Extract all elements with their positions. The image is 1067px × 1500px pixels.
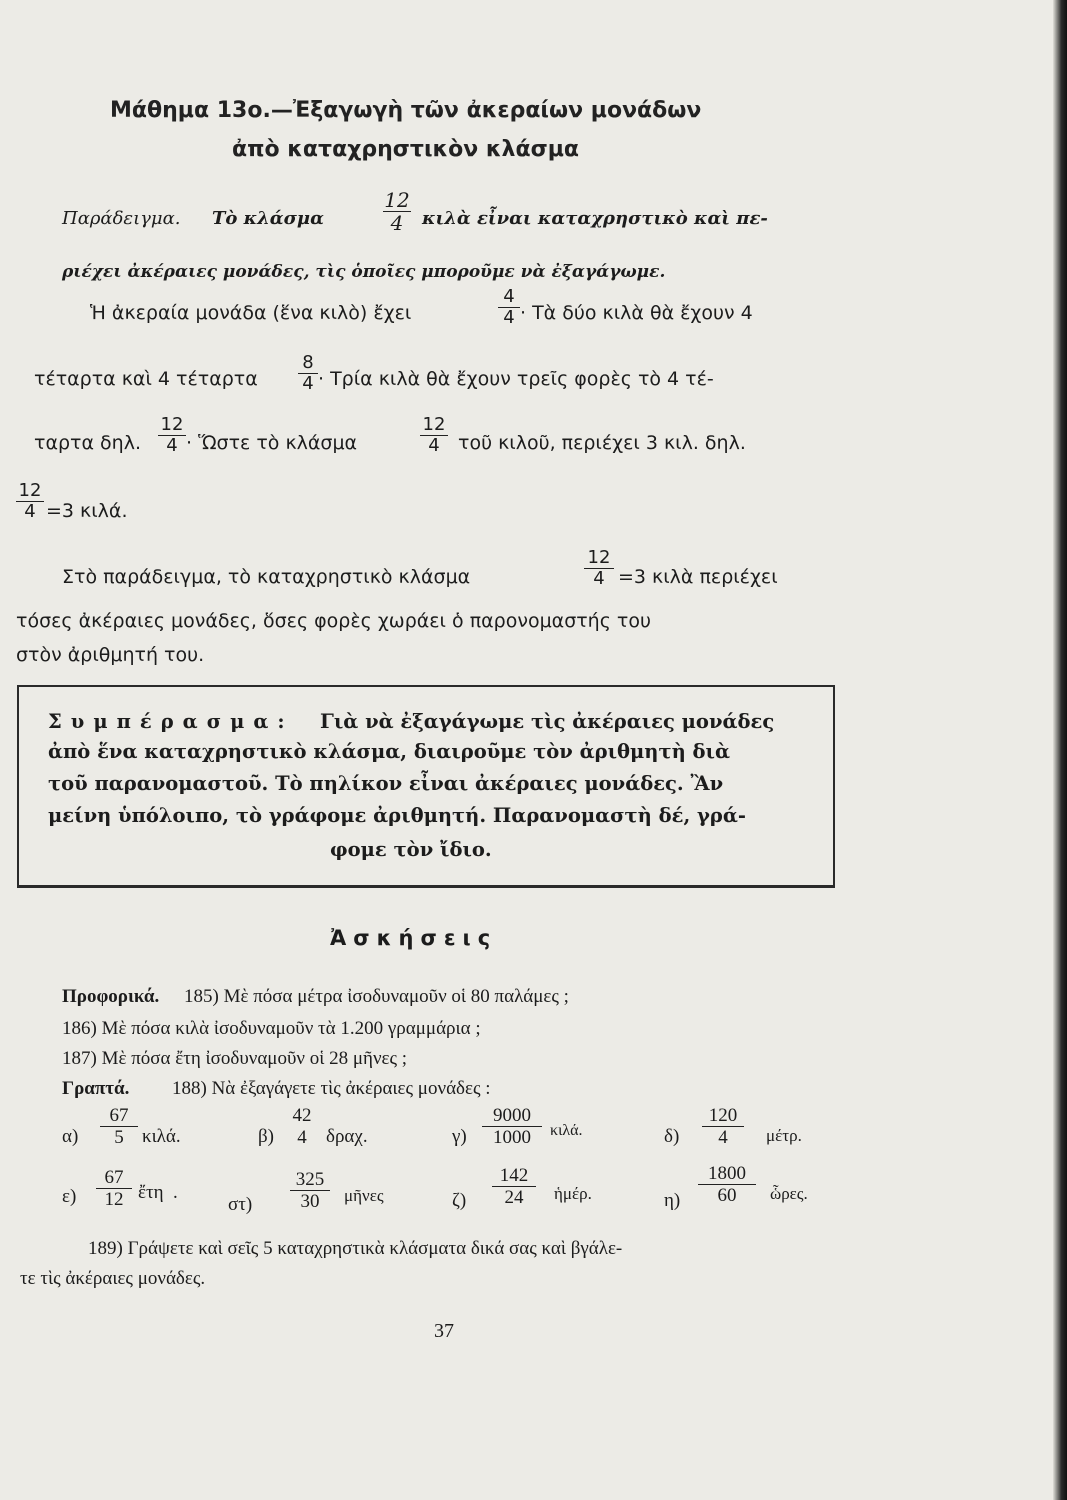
fraction-denominator: 30 [300,1191,320,1212]
fraction-numerator: 1800 [708,1163,746,1184]
exercise-fraction [492,1166,536,1207]
fraction-numerator: 142 [499,1165,529,1186]
exercise-unit: μέτρ. [766,1126,802,1145]
example-line1-a: Τὸ κλάσμα [212,208,324,229]
exercise-fraction [698,1164,756,1205]
exercise-fraction [290,1170,330,1211]
exercise-unit: μῆνες [344,1186,384,1205]
question-185: 185) Μὲ πόσα μέτρα ἰσοδυναμοῦν οἱ 80 παλάμες ; [184,986,569,1007]
question-189-line1: 189) Γράψετε καὶ σεῖς 5 καταχρηστικὰ κλάσματα δικά σας καὶ βγάλε- [88,1238,623,1259]
example-line3-b: · Τὰ δύο κιλὰ θὰ ἔχουν 4 [520,302,753,324]
conclusion-line1-a: Στὸ παράδειγμα, τὸ καταχρηστικὸ κλάσμα [62,566,471,588]
fraction-numerator: 9000 [493,1105,531,1126]
fraction-numerator: 12 [160,414,184,435]
exercise-fraction [702,1106,744,1147]
exercise-fraction [288,1106,316,1147]
fraction-numerator: 12 [587,547,611,568]
exercise-fraction [482,1106,542,1147]
question-186: 186) Μὲ πόσα κιλὰ ἰσοδυναμοῦν τὰ 1.200 γραμμάρια ; [62,1018,481,1039]
exercise-unit: κιλά. [550,1122,583,1139]
exercise-unit: κιλά. [142,1126,181,1147]
fraction-12-4-b [158,416,186,455]
exercise-fraction [100,1106,138,1147]
exercise-unit: ἔτη . [138,1182,178,1203]
fraction-numerator: 42 [292,1105,312,1126]
oral-label: Προφορικά. [62,986,160,1007]
exercise-label: στ) [228,1194,253,1215]
example-line5-b: · Ὥστε τὸ κλάσμα [186,432,358,454]
example-line4-b: · Τρία κιλὰ θὰ ἔχουν τρεῖς φορὲς τὸ 4 τέ- [318,368,714,390]
fraction-denominator: 4 [503,307,515,328]
page-edge-shadow [1053,0,1067,1500]
conclusion-line2: τόσες ἀκέραιες μονάδες, ὅσες φορὲς χωράει ὁ παρονομαστής του [16,610,651,632]
fraction-numerator: 67 [109,1105,129,1126]
fraction-denominator: 4 [24,501,36,522]
example-line1-b: κιλὰ εἶναι καταχρηστικὸ καὶ πε- [422,208,768,229]
written-label: Γραπτά. [62,1078,130,1099]
example-line5-a: ταρτα δηλ. [34,432,141,454]
fraction-numerator: 12 [384,188,410,212]
fraction-numerator: 325 [295,1169,325,1190]
fraction-denominator: 4 [718,1127,728,1148]
fraction-12-4-c [420,416,448,455]
fraction-denominator: 12 [104,1189,124,1210]
exercise-unit: ὧρες. [770,1184,808,1203]
lesson-title-line1: Μάθημα 13ο.—Ἐξαγωγὴ τῶν ἀκεραίων μονάδων [110,98,702,123]
fraction-numerator: 4 [503,286,515,307]
fraction-denominator: 4 [297,1127,307,1148]
summary-line2: ἀπὸ ἕνα καταχρηστικὸ κλάσμα, διαιροῦμε τὸν ἀριθμητὴ διὰ [48,740,730,763]
exercise-label: η) [664,1190,681,1211]
summary-line1: Γιὰ νὰ ἐξαγάγωμε τὶς ἀκέραιες μονάδες [320,710,775,733]
exercise-fraction [96,1168,132,1209]
fraction-denominator: 24 [504,1187,524,1208]
exercise-unit: ἡμέρ. [554,1184,592,1203]
fraction-denominator: 4 [302,373,314,394]
summary-label: Συμπέρασμα: [48,710,294,733]
example-line2: ριέχει ἀκέραιες μονάδες, τὶς ὁποῖες μποροῦμε νὰ ἐξαγάγωμε. [62,262,666,282]
summary-line3: τοῦ παρανομαστοῦ. Τὸ πηλίκον εἶναι ἀκέραιες μονάδες. Ἂν [48,772,724,795]
lesson-title-line2: ἀπὸ καταχρηστικὸν κλάσμα [232,137,580,162]
fraction-numerator: 67 [104,1167,124,1188]
question-187: 187) Μὲ πόσα ἔτη ἰσοδυναμοῦν οἱ 28 μῆνες ; [62,1048,408,1069]
fraction-12-4-d [16,482,44,521]
exercises-heading: Ἀσκήσεις [330,926,498,950]
summary-line4: μείνη ὑπόλοιπο, τὸ γράφομε ἀριθμητή. Παρανομαστὴ δέ, γρά- [48,804,746,827]
fraction-denominator: 4 [593,568,605,589]
exercise-label: α) [62,1126,79,1147]
exercise-label: γ) [452,1126,467,1147]
conclusion-line1-b: =3 κιλὰ περιέχει [618,566,778,588]
fraction-numerator: 120 [708,1105,738,1126]
fraction-numerator: 12 [18,480,42,501]
example-line3-a: Ἡ ἀκεραία μονάδα (ἕνα κιλὸ) ἔχει [90,302,412,324]
page-number: 37 [434,1320,454,1342]
question-188: 188) Νὰ ἐξαγάγετε τὶς ἀκέραιες μονάδες : [172,1078,491,1099]
example-line5-c: τοῦ κιλοῦ, περιέχει 3 κιλ. δηλ. [458,432,746,454]
example-line4-a: τέταρτα καὶ 4 τέταρτα [34,368,258,390]
example-label: Παράδειγμα. [62,208,181,229]
fraction-numerator: 12 [422,414,446,435]
fraction-12-4-e [584,549,614,588]
fraction-8-4 [298,354,318,393]
fraction-denominator: 5 [114,1127,124,1148]
exercise-label: β) [258,1126,274,1147]
fraction-4-4 [498,288,520,327]
exercise-unit: δραχ. [326,1126,368,1147]
fraction-numerator: 8 [302,352,314,373]
fraction-denominator: 4 [166,435,178,456]
exercise-label: ε) [62,1186,77,1207]
exercise-label: δ) [664,1126,680,1147]
fraction-denominator: 4 [390,211,404,235]
exercise-label: ζ) [452,1190,467,1211]
conclusion-line3: στὸν ἀριθμητή του. [16,644,205,666]
example-line6: =3 κιλά. [46,500,128,522]
fraction-denominator: 1000 [493,1127,531,1148]
fraction-12-4 [383,190,411,233]
fraction-denominator: 60 [717,1185,737,1206]
question-189-line2: τε τὶς ἀκέραιες μονάδες. [20,1268,206,1289]
summary-line5: φομε τὸν ἴδιο. [330,838,492,861]
fraction-denominator: 4 [428,435,440,456]
